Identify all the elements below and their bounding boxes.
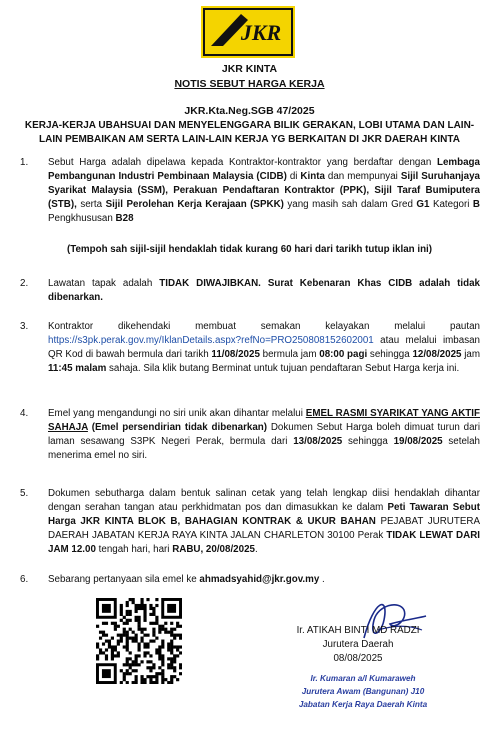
stamp-line2: Jurutera Awam (Bangunan) J10 [301,687,425,696]
list-item-1: 1. Sebut Harga adalah dipelawa kepada Kontraktor-kontraktor yang berdaftar dengan Lembaga Pembangunan Industri Pembinaan Malaysia (CIDB) di Kinta dan mempunyai Sijil Suruhanjaya Syarikat Malaysia (SSM), Perakuan Pendaftaran Kontraktor (PPK), Sijil Taraf Bumiputera (STB), serta Sijil Perolehan Kerja Kerajaan (SPKK) yang masih sah dalam Gred G1 Kategori B Pengkhususan B28 [20,157,480,224]
qr-code[interactable] [96,598,182,684]
notice-title: NOTIS SEBUT HARGA KERJA [174,78,325,90]
work-title-line2: LAIN PEMBAIKAN AM SERTA LAIN-LAIN KERJA YG BERKAITAN DI JKR DAERAH KINTA [39,134,460,145]
signature-date: 08/08/2025 [333,653,383,664]
reference-number: JKR.Kta.Neg.SGB 47/2025 [184,105,315,117]
svg-text:JKR: JKR [240,20,282,45]
list-item-3: 3. Kontraktor dikehendaki membuat semakan kelayakan melalui pautan https://s3pk.perak.gov.my/IklanDetails.aspx?refNo=PRO250808152602001 atau melalui imbasan QR Kod di bawah bermula dari tarikh 11/08/2025 bermula jam 08:00 pagi sehingga 12/08/2025 jam 11:45 malam sahaja. Sila klik butang Berminat untuk tujuan pendaftaran Sebut Harga kerja ini. [20,321,480,374]
work-title-line1: KERJA-KERJA UBAHSUAI DAN MENYELENGGARA BILIK GERAKAN, LOBI UTAMA DAN LAIN- [24,120,475,131]
org-name: JKR KINTA [221,63,278,75]
signatory-title: Jurutera Daerah [322,639,394,650]
contact-email[interactable]: ahmadsyahid@jkr.gov.my [199,574,320,585]
s3pk-link[interactable]: https://s3pk.perak.gov.my/IklanDetails.aspx?refNo=PRO250808152602001 [48,335,374,346]
certificate-validity-note: (Tempoh sah sijil-sijil hendaklah tidak kurang 60 hari dari tarikh tutup iklan ini) [66,244,433,255]
list-item-6: 6. Sebarang pertanyaan sila emel ke ahmadsyahid@jkr.gov.my . [20,574,325,585]
signatory-name: Ir. ATIKAH BINTI MD RADZI [296,625,420,636]
list-item-4: 4. Emel yang mengandungi no siri unik akan dihantar melalui EMEL RASMI SYARIKAT YANG AKTIF SAHAJA (Emel persendirian tidak dibenarkan) Dokumen Sebut Harga boleh dimuat turun dari laman sesawang S3PK Negeri Perak, bermula dari 13/08/2025 sehingga 19/08/2025 setelah menerima emel no siri. [20,408,480,461]
stamp-line3: Jabatan Kerja Raya Daerah Kinta [298,700,428,709]
stamp-line1: Ir. Kumaran a/l Kumaraweh [310,674,416,683]
list-item-5: 5. Dokumen sebutharga dalam bentuk salinan cetak yang telah lengkap diisi hendaklah dihantar dengan serahan tangan atau perkhidmatan pos dan dimasukkan ke dalam Peti Tawaran Sebut Harga JKR KINTA BLOK B, BAHAGIAN KONTRAK & UKUR BAHAN PEJABAT JURUTERA DAERAH JABATAN KERJA RAYA KINTA JALAN CHARLETON 30100 Perak TIDAK LEWAT DARI JAM 12.00 tengah hari, hari RABU, 20/08/2025. [20,488,480,555]
jkr-logo [201,6,295,58]
list-item-2: 2. Lawatan tapak adalah TIDAK DIWAJIBKAN. Surat Kebenaran Khas CIDB adalah tidak dibenarkan. [20,278,480,303]
